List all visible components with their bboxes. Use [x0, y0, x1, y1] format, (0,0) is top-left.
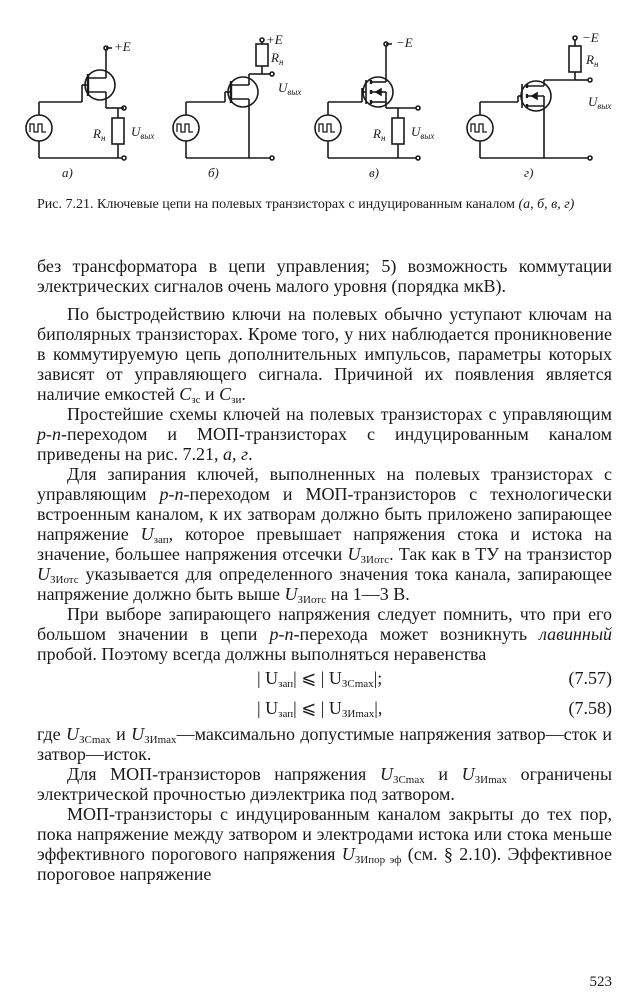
paragraph-1: без трансформатора в цепи управления; 5) возможность коммутации электрических сигналов очень малого уровня (порядка мкВ). [37, 256, 612, 296]
paragraph-8: МОП-транзисторы с индуцированным каналом закрыты до тех пор, пока напряжение между затвором и электродами истока или стока меньше эффективного порогового напряжения $U_{ЗИпор эф}$ (см. § 2.10). Эффективное пороговое напряжение [37, 804, 612, 884]
label-c: в) [369, 165, 379, 180]
label-d-output: $U_{вых}$ [588, 94, 612, 111]
label-c-output: $U_{вых}$ [411, 124, 435, 141]
label-a-output: $U_{вых}$ [131, 124, 155, 141]
circuit-figure [0, 0, 644, 195]
label-d: г) [524, 165, 534, 180]
equation-7-58: | $U_{зап}|$ ⩽ | $U_{ЗИmax}|$, (7.58) [257, 698, 612, 720]
page-number: 523 [589, 974, 612, 990]
paragraph-2: По быстродействию ключи на полевых обычно уступают ключам на биполярных транзисторах. Кроме того, у них наблюдается проникновение в коммутируемую цепь дополнительных импульсов, параметры которых зависят от управляющего сигнала. Причиной их появления является наличие емкостей $C_{зс}$ и $C_{зи}$. [37, 304, 612, 406]
paragraph-5: При выборе запирающего напряжения следует помнить, что при его большом значении в цепи p-n-перехода может возникнуть лавинный пробой. Поэтому всегда должны выполняться неравенства [37, 604, 613, 664]
label-a-supply: +E [114, 39, 131, 54]
figure-caption [37, 196, 612, 213]
paragraph-6: где $U_{ЗСmax}$ и $U_{ЗИmax}—максимально$ допустимые напряжения затвор—сток и затвор—исток. [37, 724, 613, 764]
paragraph-3: Простейшие схемы ключей на полевых транзисторах с управляющим p-n-переходом и МОП-транзисторах с индуцированным каналом приведены на рис. 7.21, а, г. [37, 404, 612, 464]
body-text [37, 256, 612, 884]
circuit-b [173, 38, 274, 160]
paragraph-4: Для запирания ключей, выполненных на полевых транзисторах с управляющим p-n-переходом и МОП-транзисторов с технологически встроенным каналом, к их затворам должно быть приложено запирающее напряжение $U_{зап}$, которое превышает напряжения стока и истока на значение, большее напряжения отсечки $U_{ЗИотс}$. Так как в ТУ на транзистор $U_{ЗИотс}$ указывается для определенного значения тока канала, запирающее напряжение должно быть выше $U_{ЗИотс}$ на 1—3 В. [37, 464, 613, 606]
equation-7-57: | $U_{зап}|$ ⩽ | $U_{ЗСmax}|$; (7.57) [257, 668, 612, 690]
caption-text: Рис. 7.21. Ключевые цепи на полевых транзисторах с индуцированным каналом [37, 197, 515, 212]
label-b-output: $U_{вых}$ [278, 80, 302, 97]
circuit-a [26, 46, 126, 160]
label-c-supply: −E [396, 35, 413, 50]
label-a-load: $R_н$ [93, 126, 106, 143]
label-d-load: $R_н$ [586, 52, 599, 69]
label-b: б) [208, 165, 219, 180]
label-d-supply: −E [582, 30, 599, 45]
label-a: а) [62, 165, 73, 180]
caption-letters: (а, б, в, г) [518, 197, 575, 212]
circuit-d [467, 36, 592, 160]
label-b-load: $R_н$ [271, 50, 284, 67]
label-b-supply: +E [266, 32, 283, 47]
label-c-load: $R_н$ [373, 126, 386, 143]
circuit-c [315, 42, 420, 160]
paragraph-7: Для МОП-транзисторов напряжения $U_{ЗСmax}$ и $U_{ЗИmax}$ ограничены электрической прочностью диэлектрика под затвором. [37, 764, 613, 804]
